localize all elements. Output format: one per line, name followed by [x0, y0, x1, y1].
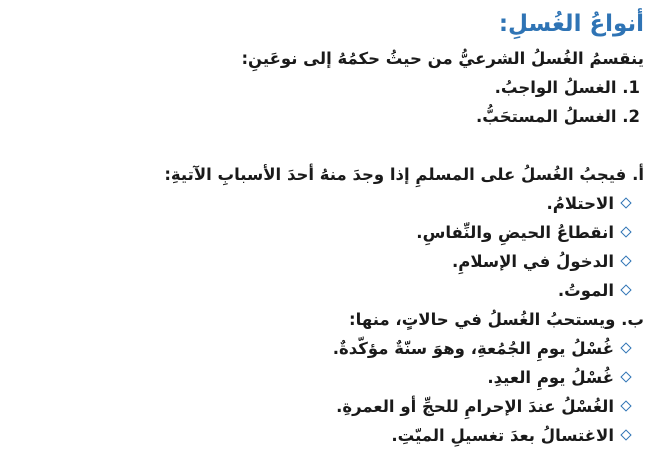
- list-item: [10, 334, 644, 363]
- list-item-text: انقطاعُ الحيضِ والنِّفاسِ.: [416, 223, 614, 242]
- list-item: [10, 189, 644, 218]
- diamond-bullet-icon: [620, 284, 631, 295]
- page-title: أنواعُ الغُسلِ:: [498, 11, 644, 37]
- list-item: [10, 218, 644, 247]
- section-a-heading: أ. فيجبُ الغُسلُ على المسلمِ إذا وجدَ منهُ أحدَ الأسبابِ الآتيةِ:: [164, 165, 644, 184]
- list-item: [10, 276, 644, 305]
- list-item-text: الغُسْلُ عندَ الإحرامِ للحجِّ أو العمرةِ.: [336, 397, 614, 416]
- list-item: [10, 421, 644, 450]
- diamond-bullet-icon: [620, 400, 631, 411]
- diamond-bullet-icon: [620, 255, 631, 266]
- type-item-obligatory: 1. الغسلُ الواجبُ.: [494, 78, 640, 97]
- diamond-bullet-icon: [620, 371, 631, 382]
- list-item: [10, 392, 644, 421]
- list-item-text: غُسْلُ يومِ الجُمُعةِ، وهوَ سنّةٌ مؤكّدةٌ.: [332, 339, 614, 358]
- type-item-recommended: 2. الغسلُ المستحَبُّ.: [476, 107, 640, 126]
- list-item-text: غُسْلُ يومِ العيدِ.: [487, 368, 614, 387]
- list-item: [10, 363, 644, 392]
- list-item-text: الدخولُ في الإسلامِ.: [452, 252, 614, 271]
- spacer: [10, 131, 644, 160]
- diamond-bullet-icon: [620, 429, 631, 440]
- diamond-bullet-icon: [620, 197, 631, 208]
- diamond-bullet-icon: [620, 226, 631, 237]
- section-b-heading: ب. ويستحبُ الغُسلُ في حالاتٍ، منها:: [349, 310, 644, 329]
- diamond-bullet-icon: [620, 342, 631, 353]
- list-item-text: الاحتلامُ.: [546, 194, 614, 213]
- list-item: [10, 247, 644, 276]
- list-item-text: الموتُ.: [557, 281, 614, 300]
- list-item-text: الاغتسالُ بعدَ تغسيلِ الميّتِ.: [391, 426, 614, 445]
- intro-text: ينقسمُ الغُسلُ الشرعيُّ من حيثُ حكمُهُ إلى نوعَينِ:: [241, 49, 644, 68]
